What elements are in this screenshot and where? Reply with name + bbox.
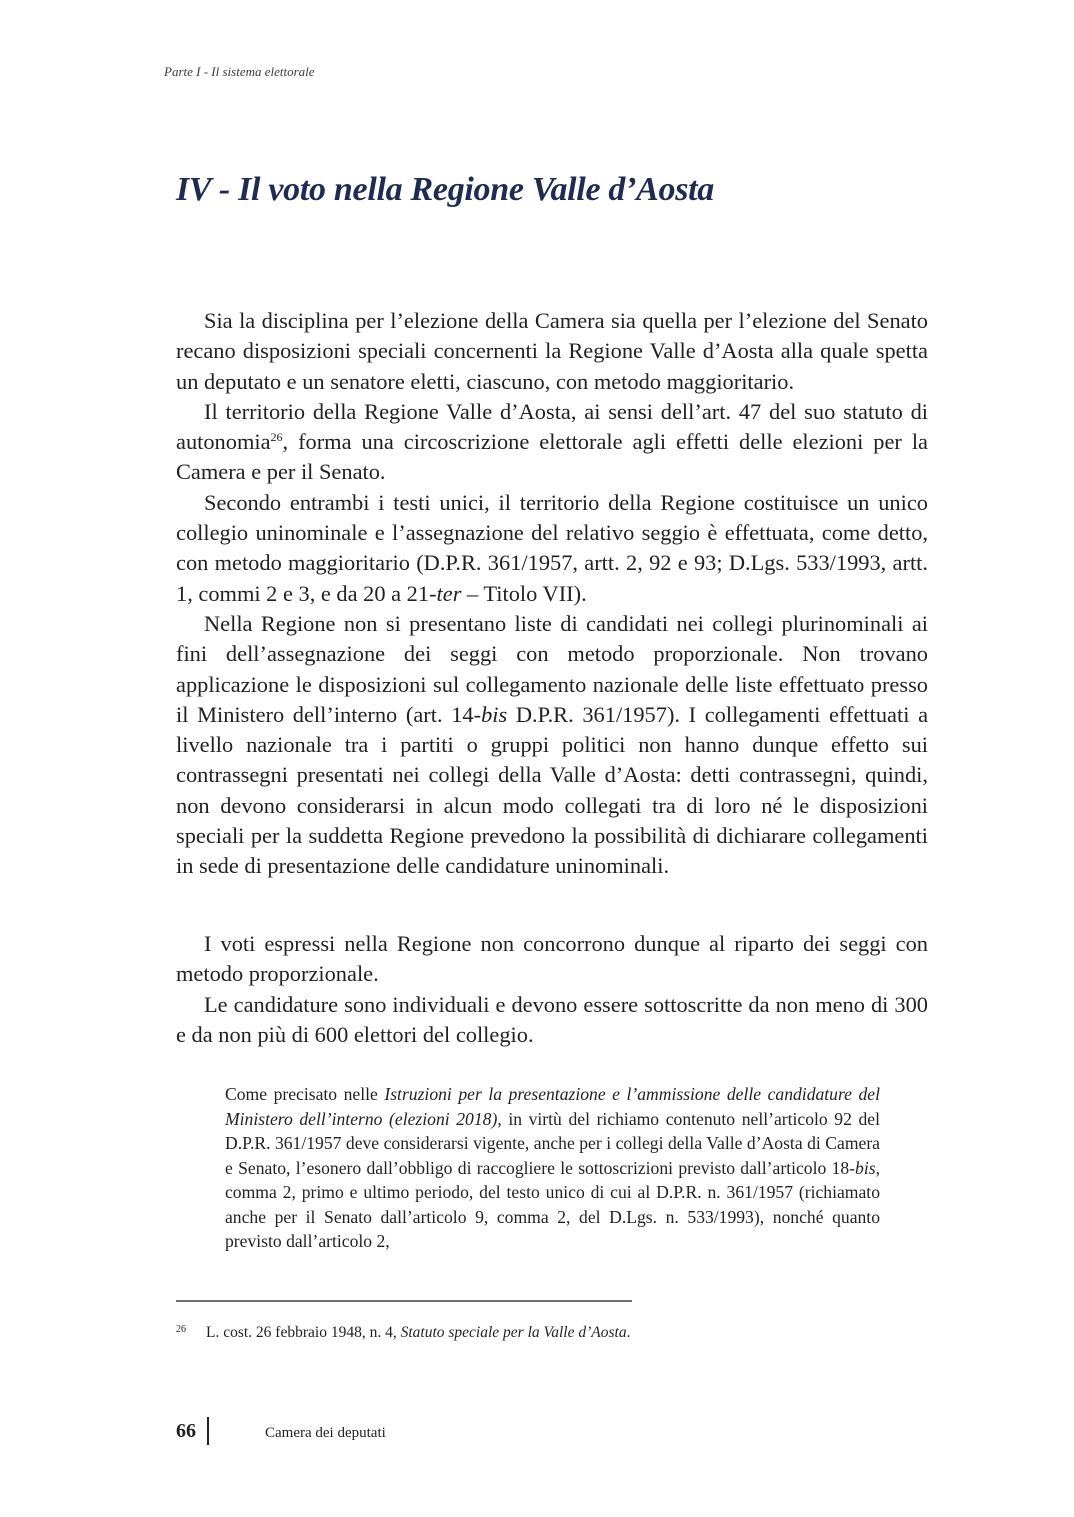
paragraph-4-text-a: Nella Regione non si presentano liste di candidati nei collegi plurinominali ai fini dell’assegnazione dei seggi con metodo proporzionale. Non trovano applicazione le disposizioni sul collegamento nazionale delle liste effettuato presso il Ministero dell’interno (art. 14-: [176, 610, 928, 727]
footer-publisher: Camera dei deputati: [265, 1425, 386, 1441]
footnote-reference[interactable]: 26: [270, 430, 283, 445]
paragraph-2-text-a: Il territorio della Regione Valle d’Aosta, ai sensi dell’art. 47 del suo statuto di autonomia: [176, 398, 928, 455]
paragraph-1: Sia la disciplina per l’elezione della Camera sia quella per l’elezione del Senato recano disposizioni speciali concernenti la Regione Valle d’Aosta alla quale spetta un deputato e un senatore eletti, ciascuno, con metodo maggioritario.: [176, 308, 928, 394]
chapter-title: IV - Il voto nella Regione Valle d’Aosta: [176, 171, 715, 208]
footnote-number: 26: [176, 1324, 186, 1335]
paragraph-3-italic: ter: [436, 580, 462, 606]
page-number: 66: [176, 1420, 196, 1442]
paragraph-4-text-b: D.P.R. 361/1957). I collegamenti effettuati a livello nazionale tra i partiti o gruppi politici non hanno dunque effetto sui contrassegni presentati nei collegi della Valle d’Aosta: detti contrassegni, quindi, non devono considerarsi in alcun modo collegati tra di loro né le disposizioni speciali per la suddetta Regione prevedono la possibilità di dichiarare collegamenti in sede di presentazione delle candidature uninominali.: [176, 701, 929, 879]
footnote-end: .: [626, 1324, 631, 1341]
paragraph-4: [176, 609, 928, 882]
body-text-block: [176, 306, 928, 882]
footnote-divider: [176, 1300, 632, 1302]
paragraph-6: Le candidature sono individuali e devono essere sottoscritte da non meno di 300 e da non più di 600 elettori del collegio.: [176, 991, 928, 1047]
paragraph-3: [176, 488, 928, 609]
note-italic-2: bis: [855, 1157, 876, 1178]
note-text-c: , comma 2, primo e ultimo periodo, del testo unico di cui al D.P.R. n. 361/1957 (richiamato anche per il Senato dall’articolo 9, comma 2, del D.Lgs. n. 533/1993), nonché quanto previsto dall’articolo 2,: [225, 1157, 880, 1251]
note-paragraph: [225, 1082, 880, 1254]
footer-divider: [207, 1417, 209, 1445]
paragraph-2-text-b: , forma una circoscrizione elettorale agli effetti delle elezioni per la Camera e per il Senato.: [176, 429, 928, 485]
paragraph-3-text-b: – Titolo VII).: [461, 580, 587, 606]
note-text-b: , in virtù del richiamo contenuto nell’articolo 92 del D.P.R. 361/1957 deve considerarsi vigente, anche per i collegi della Valle d’Aosta di Camera e Senato, l’esonero dall’obbligo di raccogliere le sottoscrizioni previsto dall’articolo 18-: [225, 1108, 881, 1178]
note-box: [225, 1082, 880, 1254]
note-text-a: Come precisato nelle: [225, 1084, 385, 1104]
paragraph-3-text-a: Secondo entrambi i testi unici, il territorio della Regione costituisce un unico collegio uninominale e l’assegnazione del relativo seggio è effettuata, come detto, con metodo maggioritario (D.P.R. 361/1957, artt. 2, 92 e 93; D.Lgs. 533/1993, artt. 1, commi 2 e 3, e da 20 a 21-: [176, 489, 928, 606]
paragraph-4-italic: bis: [481, 701, 508, 727]
running-header: Parte I - Il sistema elettorale: [164, 64, 315, 79]
note-italic-1: Istruzioni per la presentazione e l’ammissione delle candidature del Ministero dell’interno (elezioni 2018): [225, 1084, 881, 1129]
paragraph-2: [176, 397, 928, 488]
paragraph-5: I voti espressi nella Regione non concorrono dunque al riparto dei seggi con metodo proporzionale.: [176, 931, 928, 987]
footnote: [176, 1320, 630, 1343]
body-text-block-2: [176, 929, 928, 1050]
footnote-text: L. cost. 26 febbraio 1948, n. 4,: [206, 1324, 401, 1341]
footnote-italic: Statuto speciale per la Valle d’Aosta: [400, 1324, 627, 1341]
